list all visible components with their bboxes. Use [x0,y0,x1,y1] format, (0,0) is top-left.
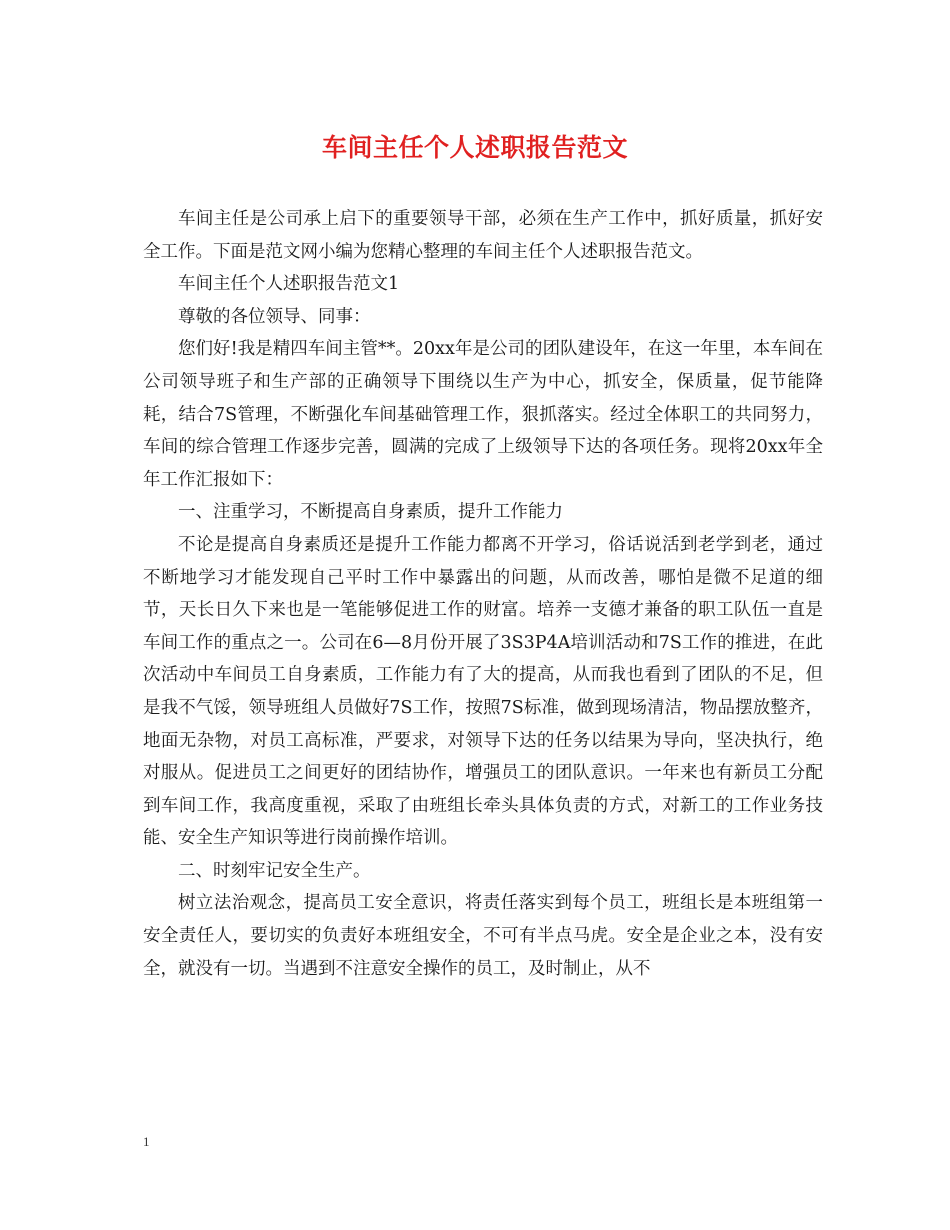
intro-paragraph: 车间主任是公司承上启下的重要领导干部，必须在生产工作中，抓好质量，抓好安全工作。下面是范文网小编为您精心整理的车间主任个人述职报告范文。 [143,209,823,262]
opening-paragraph: 您们好!我是精四车间主管**。20xx年是公司的团队建设年，在这一年里，本车间在公司领导班子和生产部的正确领导下围绕以生产为中心，抓安全，保质量，促节能降耗，结合7S管理，不断强化车间基础管理工作，狠抓落实。经过全体职工的共同努力，车间的综合管理工作逐步完善，圆满的完成了上级领导下达的各项任务。现将20xx年全年工作汇报如下： [143,339,823,490]
salutation: 尊敬的各位领导、同事： [178,306,371,327]
heading-safety: 二、时刻牢记安全生产。 [178,860,371,881]
safety-paragraph: 树立法治观念，提高员工安全意识，将责任落实到每个员工，班组长是本班组第一安全责任人，要切实的负责好本班组安全，不可有半点马虎。安全是企业之本，没有安全，就没有一切。当遇到不注意安全操作的员工，及时制止，从不 [143,893,823,979]
section-heading-1: 车间主任个人述职报告范文1 [178,274,400,295]
study-paragraph: 不论是提高自身素质还是提升工作能力都离不开学习，俗话说活到老学到老，通过不断地学习才能发现自己平时工作中暴露出的问题，从而改善，哪怕是微不足道的细节，天长日久下来也是一笔能够促进工作的财富。培养一支德才兼备的职工队伍一直是车间工作的重点之一。公司在6—8月份开展了3S3P4A培训活动和7S工作的推进，在此次活动中车间员工自身素质，工作能力有了大的提高，从而我也看到了团队的不足，但是我不气馁，领导班组人员做好7S工作，按照7S标准，做到现场清洁，物品摆放整齐，地面无杂物，对员工高标准，严要求，对领导下达的任务以结果为导向，坚决执行，绝对服从。促进员工之间更好的团结协作，增强员工的团队意识。一年来也有新员工分配到车间工作，我高度重视，采取了由班组长牵头具体负责的方式，对新工的工作业务技能、安全生产知识等进行岗前操作培训。 [143,534,823,849]
document-title: 车间主任个人述职报告范文 [321,133,628,162]
heading-study: 一、注重学习，不断提高自身素质，提升工作能力 [178,502,563,523]
document-body [143,203,823,985]
page-number: 1 [143,1134,150,1149]
